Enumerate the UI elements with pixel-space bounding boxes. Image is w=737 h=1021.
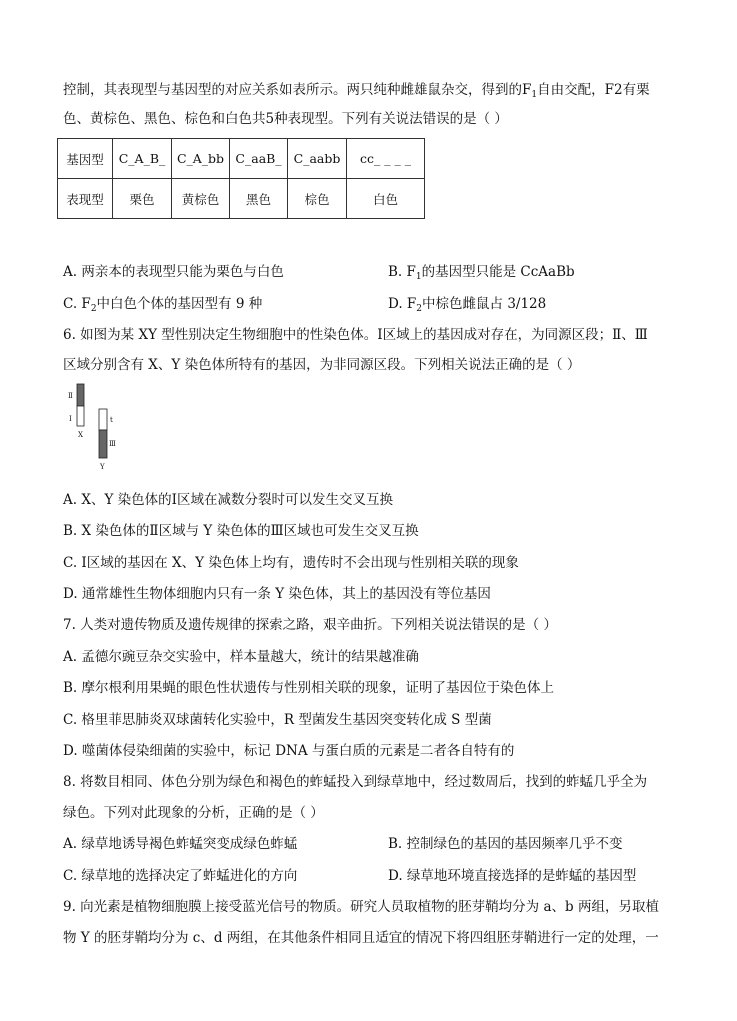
table-cell: C_aaB_ xyxy=(230,139,288,179)
genotype-phenotype-table xyxy=(57,138,425,219)
intro-line-2: 色、黄棕色、黑色、棕色和白色共5种表现型。下列有关说法错误的是（ ） xyxy=(63,111,508,127)
label-y: Y xyxy=(100,463,105,471)
q7-option-b: B. 摩尔根利用果蝇的眼色性状遗传与性别相关联的现象，证明了基因位于染色体上 xyxy=(63,680,555,696)
q8-option-b: B. 控制绿色的基因的基因频率几乎不变 xyxy=(388,836,623,852)
table-cell: 棕色 xyxy=(288,179,347,219)
table-cell: C_A_bb xyxy=(172,139,230,179)
table-row xyxy=(58,139,425,179)
q6-option-d: D. 通常雄性生物体细胞内只有一条 Y 染色体，其上的基因没有等位基因 xyxy=(63,586,491,602)
q6-option-a: A. X、Y 染色体的Ⅰ区域在减数分裂时可以发生交叉互换 xyxy=(63,492,393,508)
table-cell: cc_ _ _ _ xyxy=(347,139,425,179)
table-cell: 栗色 xyxy=(113,179,172,219)
q7-option-a: A. 孟德尔豌豆杂交实验中，样本量越大，统计的结果越准确 xyxy=(63,649,419,665)
q6-option-b: B. X 染色体的Ⅱ区域与 Y 染色体的Ⅲ区域也可发生交叉互换 xyxy=(63,523,419,539)
q8-stem-line-2: 绿色。下列对此现象的分析，正确的是（ ） xyxy=(63,805,324,821)
x-region-ii xyxy=(77,384,84,406)
q7-option-c: C. 格里菲思肺炎双球菌转化实验中，R 型菌发生基因突变转化成 S 型菌 xyxy=(63,712,492,728)
q5-option-d: D. $F_2$中棕色雌鼠占 3/128 xyxy=(388,296,547,314)
label-region-ii: Ⅱ xyxy=(68,392,73,400)
intro-line-1: 控制，其表现型与基因型的对应关系如表所示。两只纯种雌雄鼠杂交，得到的$F_1$自由交配，F2有栗 xyxy=(63,82,650,100)
table-cell: 黑色 xyxy=(230,179,288,219)
table-cell: C_aabb xyxy=(288,139,347,179)
label-x: X xyxy=(78,431,83,439)
q6-stem-line-2: 区域分别含有 X、Y 染色体所特有的基因，为非同源区段。下列相关说法正确的是（ ） xyxy=(63,357,581,373)
q9-stem-line-1: 9. 向光素是植物细胞膜上接受蓝光信号的物质。研究人员取植物的胚芽鞘均分为 a、b 两组，另取植 xyxy=(63,899,659,915)
q6-stem-line-1: 6. 如图为某 XY 型性别决定生物细胞中的性染色体。Ⅰ区域上的基因成对存在，为同源区段；Ⅱ、Ⅲ xyxy=(63,327,648,343)
y-region-i xyxy=(99,409,107,430)
q6-option-c: C. Ⅰ区域的基因在 X、Y 染色体上均有，遗传时不会出现与性别相关联的现象 xyxy=(63,555,519,571)
table-cell: 白色 xyxy=(347,179,425,219)
y-chromosome xyxy=(99,409,107,458)
table-cell: 表现型 xyxy=(58,179,113,219)
q8-option-c: C. 绿草地的选择决定了蚱蜢进化的方向 xyxy=(63,868,298,884)
table-cell: 基因型 xyxy=(58,139,113,179)
q5-option-a: A. 两亲本的表现型只能为栗色与白色 xyxy=(63,264,284,280)
sex-chromosome-diagram xyxy=(68,381,128,473)
x-chromosome xyxy=(77,384,84,426)
table-row xyxy=(58,179,425,219)
q8-option-d: D. 绿草地环境直接选择的是蚱蜢的基因型 xyxy=(388,868,637,884)
label-region-i: Ⅰ xyxy=(69,415,72,423)
q7-stem: 7. 人类对遗传物质及遗传规律的探索之路，艰辛曲折。下列相关说法错误的是（ ） xyxy=(63,617,557,633)
table-cell: 黄棕色 xyxy=(172,179,230,219)
x-region-i xyxy=(77,406,84,426)
label-region-iii: Ⅲ xyxy=(109,440,116,448)
q9-stem-line-2: 物 Y 的胚芽鞘均分为 c、d 两组，在其他条件相同且适宜的情况下将四组胚芽鞘进行一定的处理，一 xyxy=(63,930,659,946)
y-region-iii xyxy=(99,430,107,458)
label-t: t xyxy=(110,416,113,424)
q7-option-d: D. 噬菌体侵染细菌的实验中，标记 DNA 与蛋白质的元素是二者各自特有的 xyxy=(63,743,515,759)
q5-option-c: C. $F_2$中白色个体的基因型有 9 种 xyxy=(63,296,263,314)
table-cell: C_A_B_ xyxy=(113,139,172,179)
q5-option-b: B. $F_1$的基因型只能是 CcAaBb xyxy=(388,264,575,282)
q8-stem-line-1: 8. 将数目相同、体色分别为绿色和褐色的蚱蜢投入到绿草地中，经过数周后，找到的蚱蜢几乎全为 xyxy=(63,774,648,790)
q8-option-a: A. 绿草地诱导褐色蚱蜢突变成绿色蚱蜢 xyxy=(63,836,298,852)
